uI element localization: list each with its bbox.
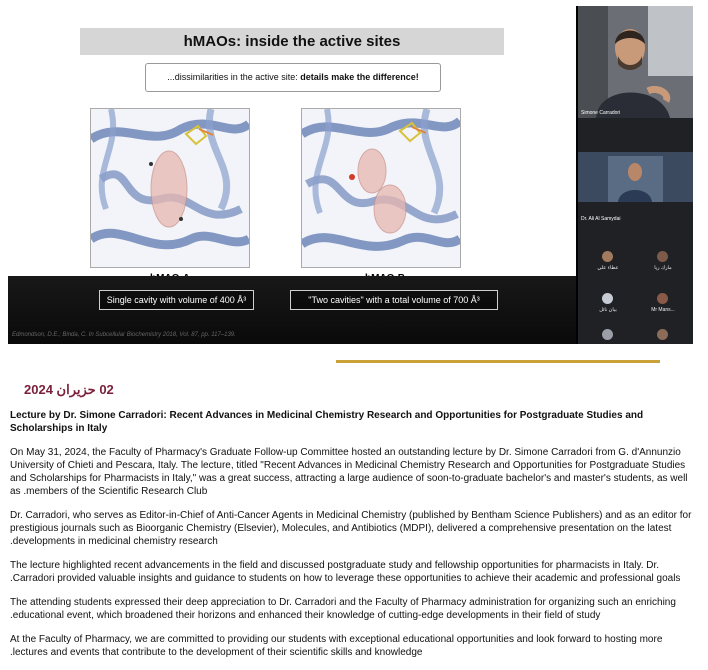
participant-portrait bbox=[578, 152, 693, 202]
participant-tile[interactable] bbox=[583, 290, 633, 320]
speaker-name: Simone Carradori bbox=[581, 110, 621, 116]
hmao-a-structure-image bbox=[90, 108, 250, 268]
article-paragraph: On May 31, 2024, the Faculty of Pharmacy's Graduate Follow-up Committee hosted an outstanding lecture by Dr. Simone Carradori from G. d'Annunzio University of Chieti and Pescara, Italy. The lecture, titled "Recent Advances in Medicinal Chemistry Research and Opportunities for Postgraduate Studies and Scholarships for Pharmacists in Italy," was a great success, attracting a large audience of soon-to-graduate bachelor's and master's students, as well as .members of the Scientific Research Club bbox=[10, 447, 688, 497]
article-body bbox=[10, 409, 695, 670]
presentation-slide bbox=[8, 6, 576, 344]
article-headline: Lecture by Dr. Simone Carradori: Recent Advances in Medicinal Chemistry Research and Opportunities for Postgraduate Studies and Scholarships in Italy bbox=[10, 410, 644, 434]
hmao-b-structure-image bbox=[301, 108, 461, 268]
participant-name: Dr. Ali Al Samydai bbox=[581, 216, 621, 222]
tile-name: Mr Mans... bbox=[651, 307, 675, 313]
speaker-video[interactable] bbox=[578, 6, 693, 118]
participant-tile[interactable] bbox=[583, 248, 633, 278]
gold-divider bbox=[336, 360, 660, 363]
speaker-portrait bbox=[578, 6, 693, 118]
avatar bbox=[602, 251, 613, 262]
slide-citation: Edmondson, D.E.; Binda, C. In Subcellular Biochemistry 2018, Vol. 87, pp. 117–139. bbox=[12, 332, 236, 338]
article-paragraph: Dr. Carradori, who serves as Editor-in-Chief of Anti-Cancer Agents in Medicinal Chemistry (published by Bentham Science Publishers) and as an editor for prestigious journals such as Bioorganic Chemistry (Elsevier), Molecules, and Antibiotics (MDPI), delivered a comprehensive presentation on the latest .developments in medicinal chemistry research bbox=[10, 510, 692, 547]
caption-hmao-a: Single cavity with volume of 400 Å³ bbox=[99, 290, 254, 310]
tile-name: بيان نائل bbox=[599, 307, 617, 313]
caption-hmao-b: "Two cavities" with a total volume of 700 Å³ bbox=[290, 290, 498, 310]
article-paragraph: The lecture highlighted recent advancements in the field and discussed postgraduate study and fellowship opportunities for pharmacists in Italy. Dr. .Carradori provided valuable insights and guidance to students on how to leverage these opportunities to achieve their academic and professional goals bbox=[10, 560, 681, 584]
participant-tile[interactable] bbox=[638, 326, 688, 344]
tile-name: عطاء علي bbox=[597, 265, 619, 271]
participant-tile[interactable] bbox=[638, 248, 688, 278]
participant-tile[interactable] bbox=[638, 290, 688, 320]
subtitle-text: ...dissimilarities in the active site: bbox=[167, 72, 301, 82]
article-paragraph: The attending students expressed their deep appreciation to Dr. Carradori and the Faculty of Pharmacy administration for organizing such an enriching .educational event, which broadened their horizons and enhanced their knowledge of cutting-edge developments in their field of study bbox=[10, 597, 676, 621]
avatar bbox=[602, 329, 613, 340]
article-paragraph: At the Faculty of Pharmacy, we are committed to providing our students with exceptional educational opportunities and look forward to hosting more .lectures and events that contribute to the development of their scientific skills and knowledge bbox=[10, 634, 663, 658]
tile-name: مارك ريا bbox=[654, 265, 672, 271]
avatar bbox=[657, 251, 668, 262]
participant-video[interactable] bbox=[578, 152, 693, 202]
lecture-screenshot bbox=[8, 6, 693, 344]
slide-subtitle bbox=[145, 63, 441, 92]
avatar bbox=[657, 329, 668, 340]
video-call-sidebar bbox=[578, 6, 693, 344]
slide-title: hMAOs: inside the active sites bbox=[80, 28, 504, 55]
subtitle-emphasis: details make the difference! bbox=[300, 72, 419, 82]
avatar bbox=[657, 293, 668, 304]
avatar bbox=[602, 293, 613, 304]
participant-tile[interactable] bbox=[583, 326, 633, 344]
article-date: 02 حزيران 2024 bbox=[24, 382, 114, 397]
